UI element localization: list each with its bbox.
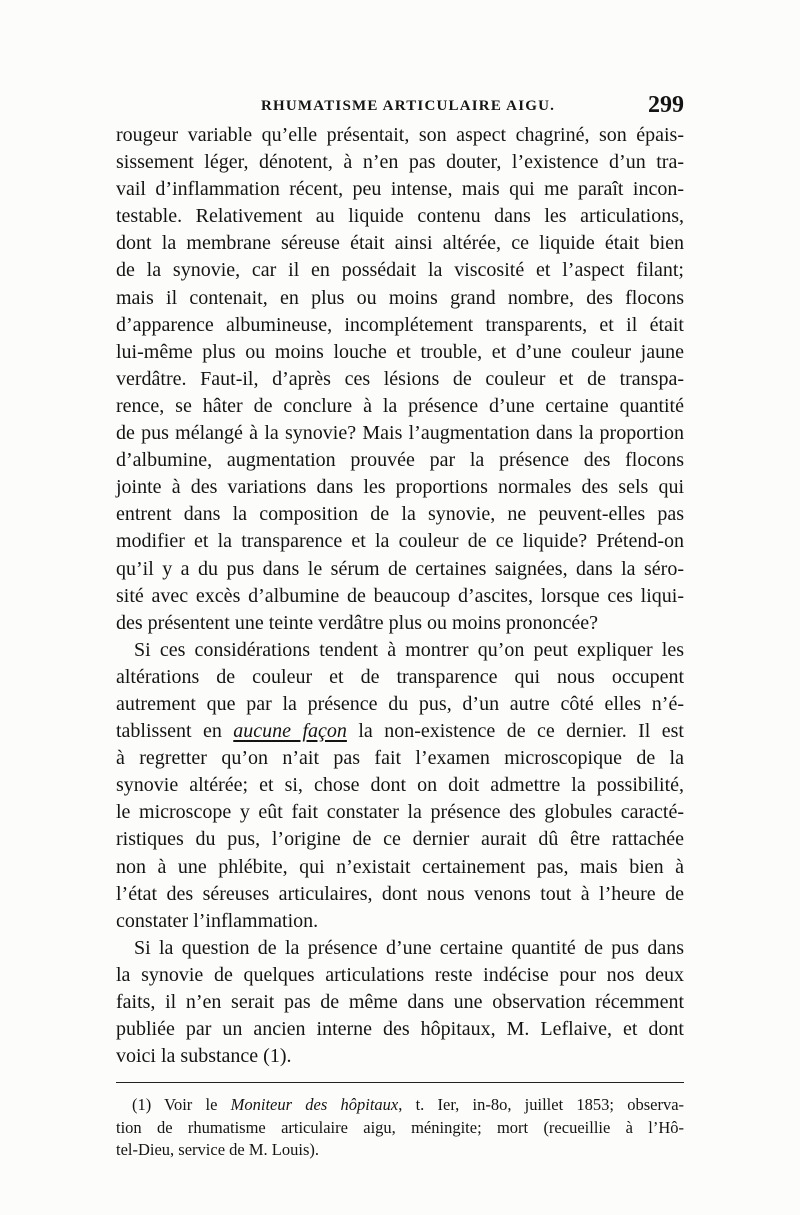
text-line: de pus mélangé à la synovie? Mais l’augmentation dans la proportion — [116, 422, 684, 445]
running-head: RHUMATISME ARTICULAIRE AIGU. — [261, 98, 556, 114]
text-line: verdâtre. Faut-il, d’après ces lésions de couleur et de transpa- — [116, 367, 684, 390]
footnote-separator — [116, 1082, 684, 1083]
text-line: à regretter qu’on n’ait pas fait l’examen microscopique de la — [116, 747, 684, 770]
text-line: entrent dans la composition de la synovie, ne peuvent-elles pas — [116, 503, 684, 526]
footnote-before-emphasis: (1) Voir le — [132, 1095, 231, 1114]
text-line: modifier et la transparence et la couleur de ce liquide? Prétend-on — [116, 530, 684, 553]
page-number: 299 — [648, 92, 684, 118]
footnote-after-emphasis: , t. Ier, in-8o, juillet 1853; observa- — [398, 1095, 685, 1114]
journal-title: Moniteur des hôpitaux — [230, 1095, 399, 1114]
text-line: vail d’inflammation récent, peu intense, mais qui me paraît incon- — [116, 178, 684, 201]
paragraph-start-line: Si ces considérations tendent à montrer qu’on peut expliquer les — [134, 638, 684, 661]
text-line: l’état des séreuses articulaires, dont nous venons tout à l’heure de — [116, 882, 684, 905]
text-line: d’apparence albumineuse, incomplétement transparents, et il était — [116, 313, 684, 336]
text-line: faits, il n’en serait pas de même dans une observation récemment — [116, 991, 684, 1013]
footnote-line: tion de rhumatisme articulaire aigu, méningite; mort (recueillie à l’Hô- — [116, 1117, 684, 1137]
text-line: des présentent une teinte verdâtre plus ou moins prononcée? — [116, 611, 599, 634]
text-line: non à une phlébite, qui n’existait certainement pas, mais bien à — [116, 855, 684, 878]
footnote — [116, 1094, 684, 1162]
text-line: dont la membrane séreuse était ainsi altérée, ce liquide était bien — [116, 232, 684, 255]
text-line: synovie altérée; et si, chose dont on doit admettre la possibilité, — [116, 774, 684, 797]
emphasized-phrase: aucune façon — [233, 720, 347, 743]
text-line: rence, se hâter de conclure à la présence d’une certaine quantité — [116, 394, 684, 417]
text-line: constater l’inflammation. — [116, 909, 319, 932]
text-line: mais il contenait, en plus ou moins grand nombre, des flocons — [116, 286, 684, 309]
text-line: testable. Relativement au liquide contenu dans les articulations, — [116, 205, 684, 228]
text-line: sité avec excès d’albumine de beaucoup d’ascites, lorsque ces liqui- — [116, 584, 684, 607]
text-line: voici la substance (1). — [116, 1045, 292, 1068]
text-line: rougeur variable qu’elle présentait, son aspect chagriné, son épais- — [116, 124, 684, 146]
line-after-emphasis: la non-existence de ce dernier. Il est — [346, 720, 684, 743]
line-before-emphasis: tablissent en — [116, 720, 234, 743]
text-line: de la synovie, car il en possédait la viscosité et l’aspect filant; — [116, 259, 684, 282]
text-line: lui-même plus ou moins louche et trouble, et d’une couleur jaune — [116, 340, 684, 363]
text-line: d’albumine, augmentation prouvée par la présence des flocons — [116, 449, 684, 472]
text-line: sissement léger, dénotent, à n’en pas douter, l’existence d’un tra- — [116, 151, 684, 174]
text-line: autrement que par la présence du pus, d’un autre côté elles n’é- — [116, 692, 684, 715]
text-line-with-emphasis — [116, 718, 684, 745]
paragraph-start-line: Si la question de la présence d’une certaine quantité de pus dans — [134, 936, 684, 959]
text-line: ristiques du pus, l’origine de ce dernier aurait dû être rattachée — [116, 828, 684, 851]
text-line: le microscope y eût fait constater la présence des globules caracté- — [116, 801, 684, 824]
body-text — [116, 122, 684, 1070]
text-line: publiée par un ancien interne des hôpitaux, M. Leflaive, et dont — [116, 1018, 684, 1041]
text-line: qu’il y a du pus dans le sérum de certaines saignées, dans la séro- — [116, 557, 684, 580]
text-line: la synovie de quelques articulations reste indécise pour nos deux — [116, 963, 684, 986]
footnote-line-with-emphasis — [116, 1094, 684, 1117]
text-line: jointe à des variations dans les proportions normales des sels qui — [116, 476, 684, 499]
footnote-line: tel-Dieu, service de M. Louis). — [116, 1140, 319, 1159]
text-line: altérations de couleur et de transparence qui nous occupent — [116, 665, 684, 688]
